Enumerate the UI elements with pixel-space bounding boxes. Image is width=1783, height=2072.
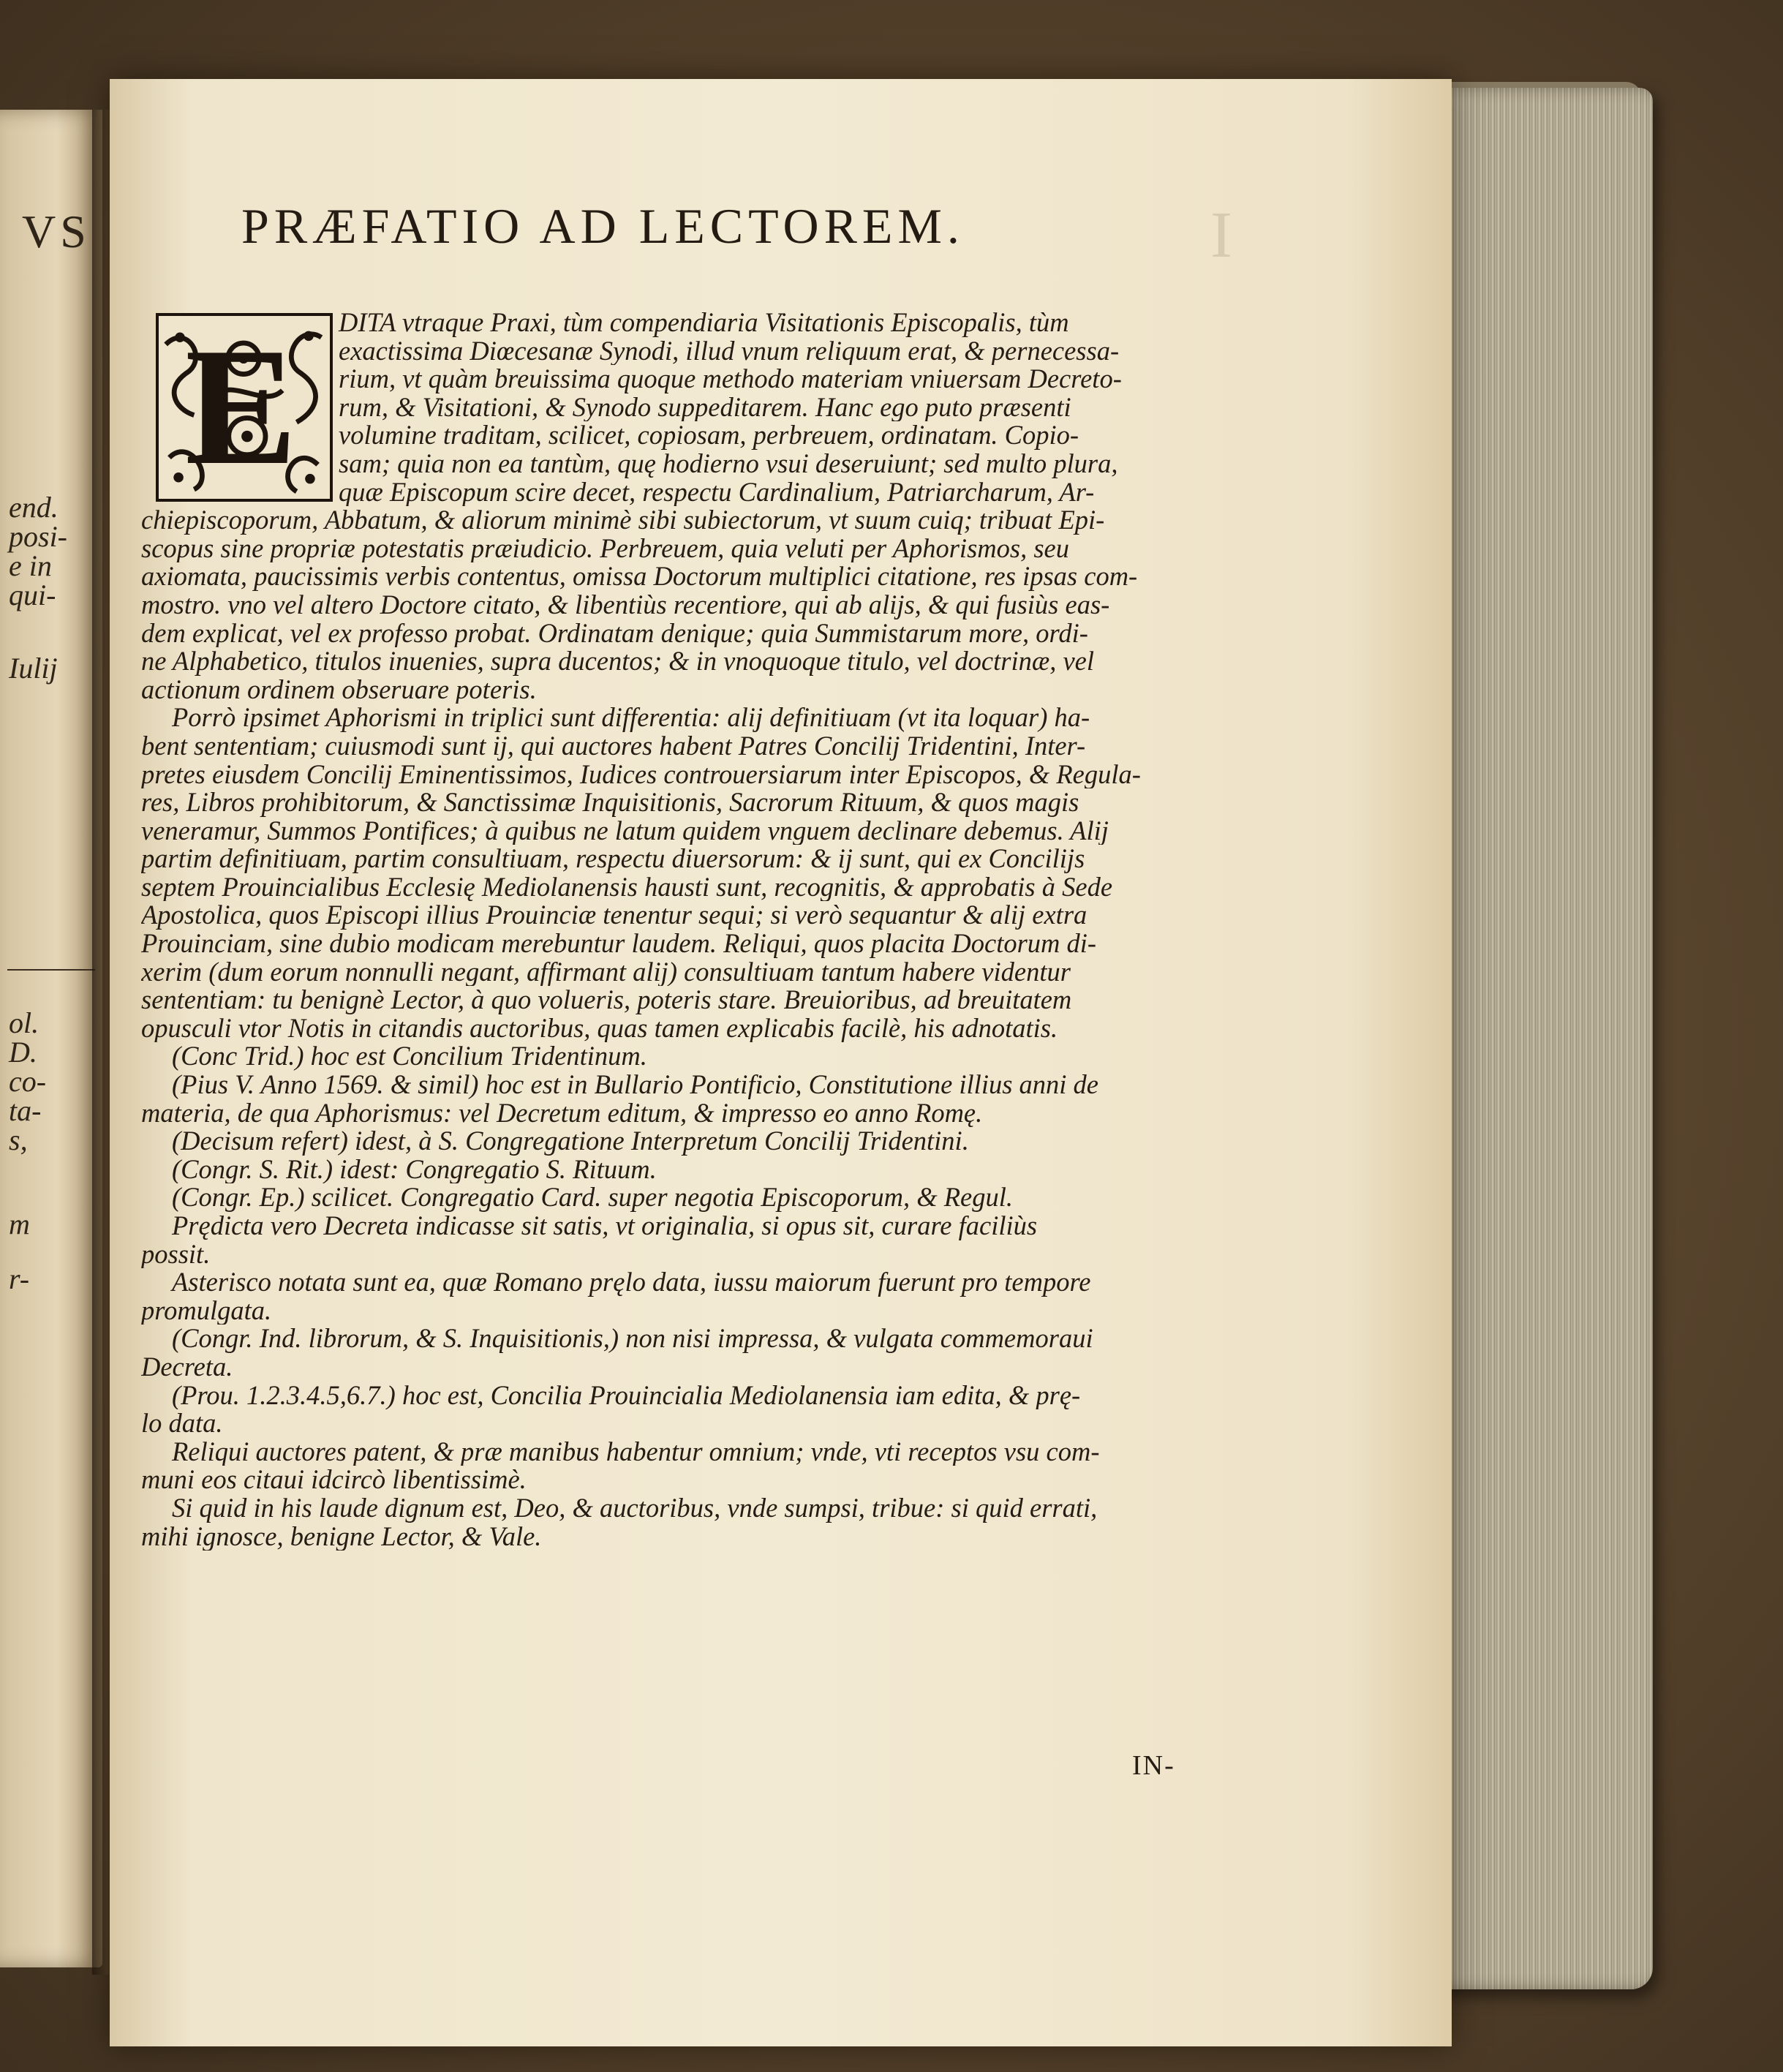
text-line: scopus sine propriæ potestatis præiudicio. Perbreuem, quia veluti per Aphorismos, seu xyxy=(141,534,1069,563)
text-line: actionum ordinem obseruare poteris. xyxy=(141,675,537,704)
text-line: res, Libros prohibitorum, & Sanctissimæ Inquisitionis, Sacrorum Rituum, & quos magis xyxy=(141,788,1079,817)
abbreviation-line: (Prou. 1.2.3.4.5,6.7.) hoc est, Concilia Prouincialia Mediolanensia iam edita, & prę- xyxy=(172,1381,1081,1410)
abbreviation-line: (Conc Trid.) hoc est Concilium Tridentinum. xyxy=(172,1042,647,1071)
page-edges xyxy=(1419,88,1653,1989)
preface-body xyxy=(141,309,1216,1551)
text-line: quæ Episcopum scire decet, respectu Cardinalium, Patriarcharum, Ar- xyxy=(339,478,1095,507)
left-text-fragment: m xyxy=(9,1208,30,1240)
left-text-fragment: posi- xyxy=(9,520,67,553)
text-line: DITA vtraque Praxi, tùm compendiaria Visitationis Episcopalis, tùm xyxy=(339,309,1069,337)
catchword: IN- xyxy=(1132,1750,1175,1781)
text-line: sam; quia non ea tantùm, quę hodierno vsui deseruiunt; sed multo plura, xyxy=(339,449,1118,478)
text-line: opusculi vtor Notis in citandis auctoribus, quas tamen explicabis facilè, his adnotatis. xyxy=(141,1014,1058,1043)
abbreviation-line: (Congr. Ind. librorum, & S. Inquisitionis,) non nisi impressa, & vulgata commemoraui xyxy=(172,1325,1093,1353)
text-line: Apostolica, quos Episcopi illius Prouinciæ tenentur sequi; si verò sequantur & alij extra xyxy=(141,901,1087,930)
left-page-title-fragment: VS xyxy=(22,206,91,257)
left-text-fragment: s, xyxy=(9,1123,28,1156)
left-text-fragment: Iulij xyxy=(9,652,58,685)
text-line: dem explicat, vel ex professo probat. Ordinatam denique; quia Summistarum more, ordi- xyxy=(141,619,1088,648)
text-line: Decreta. xyxy=(141,1352,233,1382)
text-line: chiepiscoporum, Abbatum, & aliorum minimè sibi subiectorum, vt suum cuiq; tribuat Epi- xyxy=(141,506,1105,535)
left-text-fragment: r- xyxy=(9,1262,30,1295)
show-through-text: I xyxy=(1210,199,1232,271)
text-line: partim definitiuam, partim consultiuam, respectu diuersorum: & ij sunt, qui ex Concilijs xyxy=(141,845,1085,873)
left-text-fragment: D. xyxy=(9,1036,37,1069)
text-line: bent sententiam; cuiusmodi sunt ij, qui auctores habent Patres Concilij Tridentini, Inter- xyxy=(141,731,1086,761)
text-line: Prędicta vero Decreta indicasse sit satis, vt originalia, si opus sit, curare faciliùs xyxy=(172,1212,1038,1240)
left-text-fragment: ta- xyxy=(9,1094,42,1127)
text-line: materia, de qua Aphorismus: vel Decretum editum, & impresso eo anno Romę. xyxy=(141,1099,983,1128)
text-line: xerim (dum eorum nonnulli negant, affirmant alij) consultiuam tantum habere videntur xyxy=(141,957,1071,987)
text-line: Si quid in his laude dignum est, Deo, & auctoribus, vnde sumpsi, tribue: si quid errati, xyxy=(172,1493,1098,1523)
text-line: veneramur, Summos Pontifices; à quibus ne latum quidem vnguem declinare debemus. Alij xyxy=(141,816,1109,845)
abbreviation-line: (Pius V. Anno 1569. & simil) hoc est in Bullario Pontificio, Constitutione illius anni de xyxy=(172,1071,1099,1099)
text-line: Reliqui auctores patent, & præ manibus habentur omnium; vnde, vti receptos vsu com- xyxy=(172,1437,1100,1466)
text-line: muni eos citaui idcircò libentissimè. xyxy=(141,1466,527,1494)
abbreviation-line: (Congr. S. Rit.) idest: Congregatio S. Rituum. xyxy=(172,1155,657,1184)
text-line: Porrò ipsimet Aphorismi in triplici sunt differentia: alij definitiuam (vt ita loquar) ha- xyxy=(172,704,1090,732)
text-line: ne Alphabetico, titulos inuenies, supra ducentos; & in vnoquoque titulo, vel doctrinæ, vel xyxy=(141,647,1094,676)
initial-letter: E xyxy=(185,313,298,500)
text-line: Asterisco notata sunt ea, quæ Romano pręlo data, iussu maiorum fuerunt pro tempore xyxy=(172,1268,1091,1297)
page-title: PRÆFATIO AD LECTOREM. xyxy=(241,198,965,254)
left-text-fragment: e in xyxy=(9,549,52,582)
text-line: rum, & Visitationi, & Synodo suppeditarem. Hanc ego puto præsenti xyxy=(339,393,1071,422)
text-line: septem Prouincialibus Ecclesię Mediolanensis hausti sunt, recognitis, & approbatis à Sede xyxy=(141,873,1113,902)
left-text-fragment: qui- xyxy=(9,579,56,611)
text-line: promulgata. xyxy=(141,1296,272,1325)
text-line: Prouinciam, sine dubio modicam merebuntur laudem. Reliqui, quos placita Doctorum di- xyxy=(141,930,1097,958)
text-line: possit. xyxy=(141,1240,211,1269)
left-text-fragment: end. xyxy=(9,491,59,524)
text-line: mihi ignosce, benigne Lector, & Vale. xyxy=(141,1522,542,1551)
left-text-fragment: ol. xyxy=(9,1006,39,1039)
text-line: lo data. xyxy=(141,1409,223,1438)
text-line: volumine traditam, scilicet, copiosam, perbreuem, ordinatam. Copio- xyxy=(339,421,1079,450)
text-line: exactissima Diœcesanæ Synodi, illud vnum reliquum erat, & pernecessa- xyxy=(339,336,1120,366)
left-text-fragment: co- xyxy=(9,1065,47,1098)
text-line: pretes eiusdem Concilij Eminentissimos, Iudices controuersiarum inter Episcopos, & Regula- xyxy=(141,760,1141,789)
text-line: mostro. vno vel altero Doctore citato, & libentiùs recentiore, qui ab alijs, & qui fusiùs eas- xyxy=(141,590,1110,619)
abbreviation-line: (Decisum refert) idest, à S. Congregatione Interpretum Concilij Tridentini. xyxy=(172,1127,969,1156)
text-line: sententiam: tu benignè Lector, à quo volueris, poteris stare. Breuioribus, ad breuitatem xyxy=(141,986,1072,1014)
left-page-edge xyxy=(0,110,102,1967)
text-line: axiomata, paucissimis verbis contentus, omissa Doctorum multiplici citatione, res ipsas com- xyxy=(141,562,1138,591)
left-divider xyxy=(7,969,95,971)
abbreviation-line: (Congr. Ep.) scilicet. Congregatio Card. super negotia Episcoporum, & Regul. xyxy=(172,1183,1013,1212)
text-line: rium, vt quàm breuissima quoque methodo materiam vniuersam Decreto- xyxy=(339,365,1122,393)
